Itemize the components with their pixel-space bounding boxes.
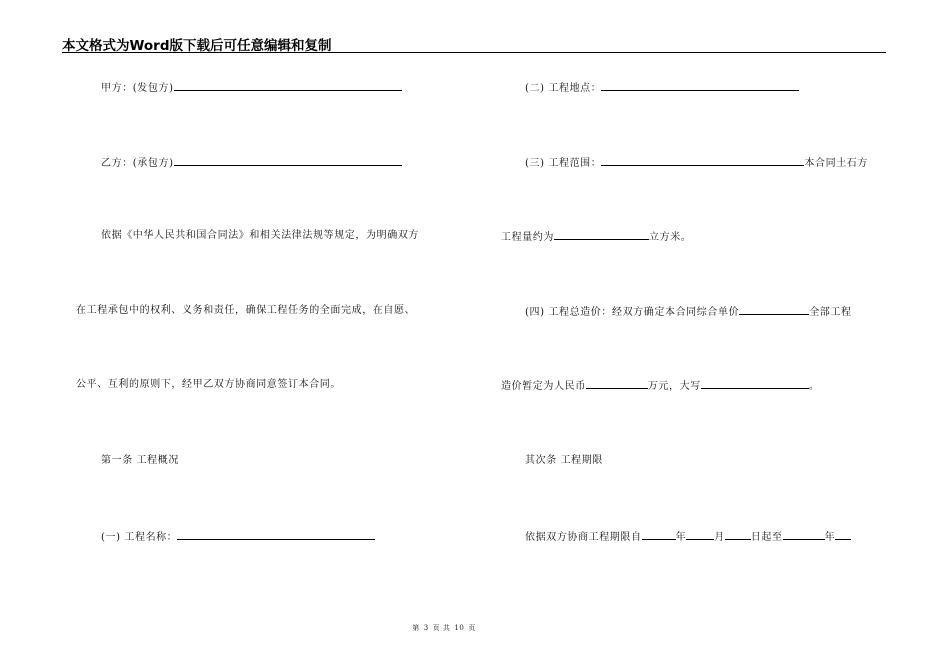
start-day-blank: [725, 529, 751, 540]
period-day-from: 日起至: [750, 532, 783, 543]
party-b-blank: [174, 155, 402, 166]
page-number-footer: [0, 623, 888, 633]
location-label: (二) 工程地点：: [525, 83, 602, 94]
total-cost-prefix: (四) 工程总造价：经双方确定本合同综合单价: [525, 307, 740, 318]
scope-blank: [601, 155, 804, 166]
article-2-heading: 其次条 工程期限: [525, 455, 603, 466]
intro-line-1: 依据《中华人民共和国合同法》和相关法律法规等规定，为明确双方: [101, 230, 419, 241]
party-b-line: [101, 155, 402, 171]
project-name-blank: [177, 529, 375, 540]
page-current: 3: [423, 624, 429, 632]
period-month: 月: [714, 532, 725, 543]
party-a-label: 甲方：(发包方): [101, 83, 174, 94]
total-cost-line: [525, 304, 852, 320]
quantity-line: [501, 229, 691, 245]
price-capital-blank: [701, 378, 809, 389]
page-prefix: 第: [412, 624, 420, 632]
intro-line-2: 在工程承包中的权利、义务和责任，确保工程任务的全面完成，在自愿、: [76, 305, 416, 316]
price-mid: 万元，大写: [647, 381, 701, 392]
scope-label: (三) 工程范围：: [525, 158, 602, 169]
project-name-line: [101, 529, 375, 545]
unit-price-blank: [739, 304, 809, 315]
quantity-prefix: 工程量约为: [501, 232, 554, 243]
total-cost-suffix: 全部工程: [809, 307, 852, 318]
intro-line-3: 公平、互利的原则下，经甲乙双方协商同意签订本合同。: [76, 379, 341, 390]
period-year-2: 年: [824, 532, 836, 543]
location-blank: [601, 80, 799, 91]
price-line: [501, 378, 819, 394]
price-amount-blank: [586, 378, 648, 389]
end-year-blank: [783, 529, 825, 540]
period-line: [525, 529, 851, 545]
scope-suffix: 本合同土石方: [804, 158, 868, 169]
start-month-blank: [686, 529, 714, 540]
scope-line: [525, 155, 868, 171]
price-prefix: 造价暂定为人民币: [501, 381, 586, 392]
period-year-1: 年: [675, 532, 687, 543]
header-divider: [62, 52, 886, 53]
quantity-blank: [554, 229, 649, 240]
party-a-line: [101, 80, 402, 96]
location-line: [525, 80, 799, 96]
price-suffix: 。: [808, 381, 820, 392]
party-b-label: 乙方：(承包方): [101, 158, 174, 169]
party-a-blank: [174, 80, 402, 91]
page-total: 10: [454, 624, 465, 632]
page-mid: 页 共: [432, 624, 451, 632]
article-1-heading: 第一条 工程概况: [101, 455, 179, 466]
page-suffix: 页: [468, 624, 476, 632]
period-prefix: 依据双方协商工程期限自: [525, 532, 642, 543]
end-month-blank: [835, 529, 851, 540]
start-year-blank: [642, 529, 676, 540]
document-header-title: 本文格式为Word版下载后可任意编辑和复制: [62, 38, 332, 54]
project-name-label: (一) 工程名称：: [101, 532, 178, 543]
quantity-suffix: 立方米。: [649, 232, 692, 243]
